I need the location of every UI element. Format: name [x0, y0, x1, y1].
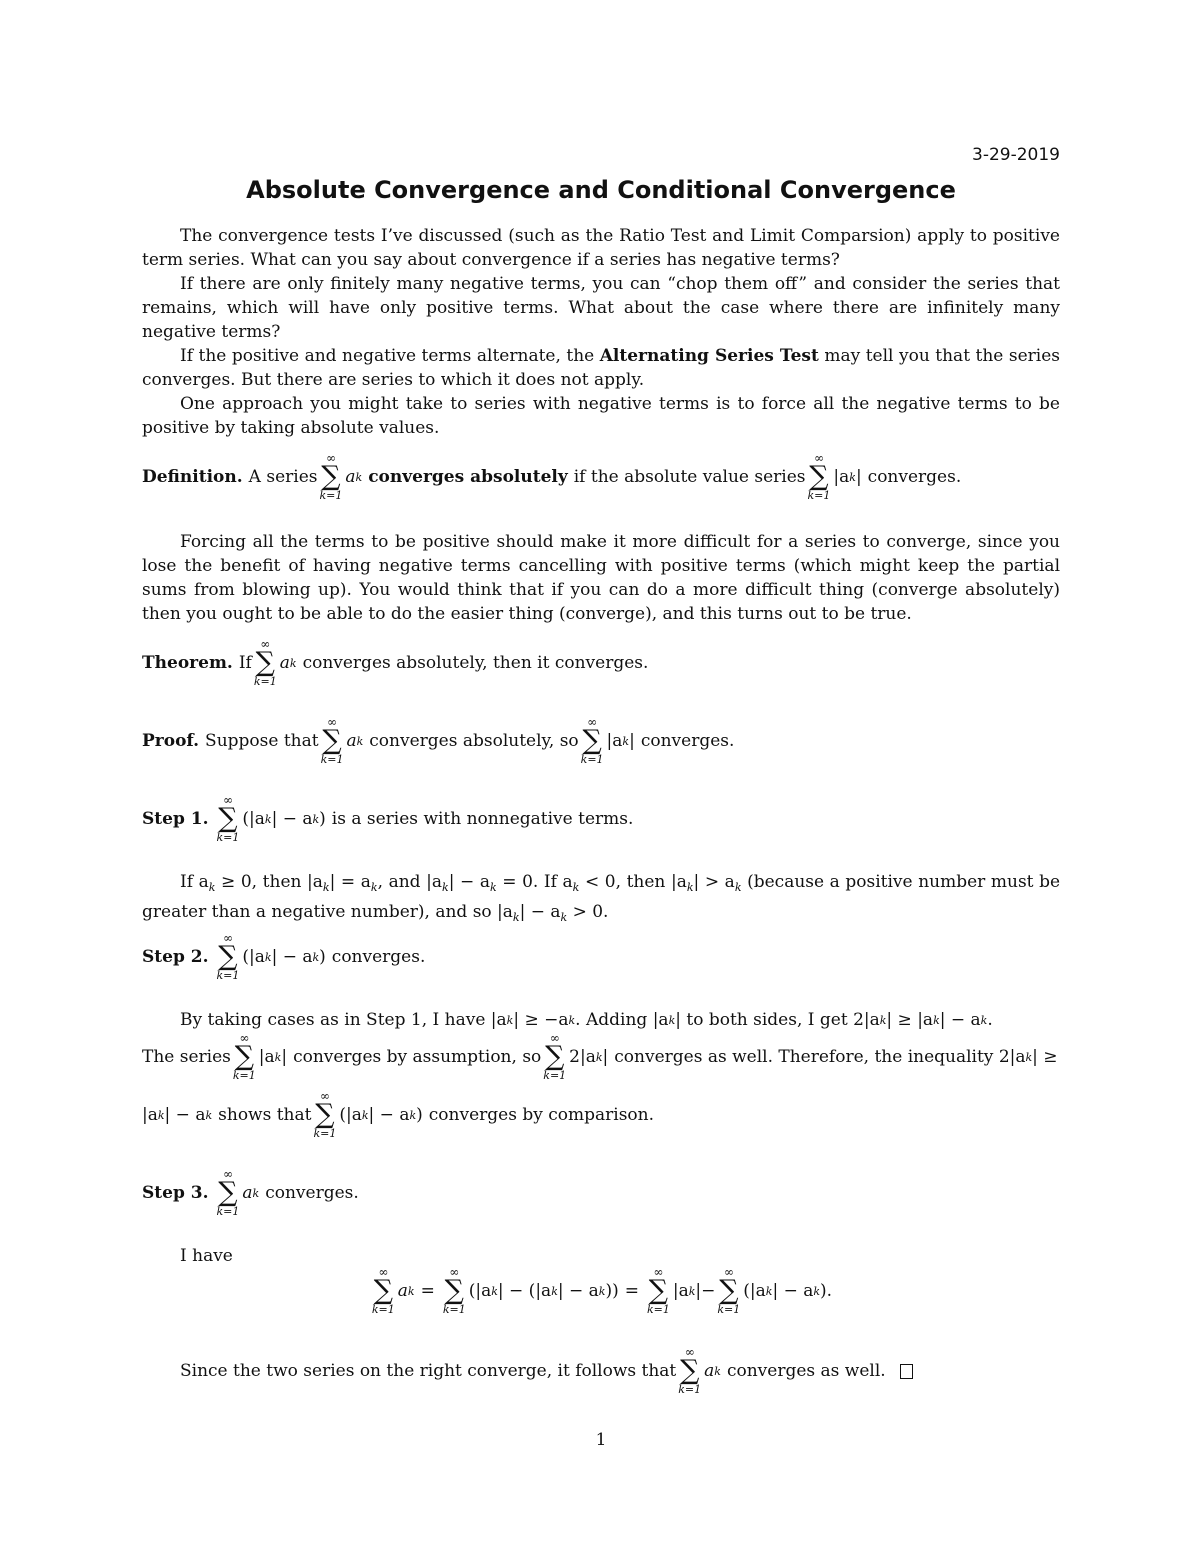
sigma-symbol: ∞ ∑ k=1	[313, 1089, 337, 1140]
step-1-body: If $a_k \ge 0$, then $|a_k| = a_k$, and $|a_k| - a_k = 0$. If $a_k < 0$, then $|a_k| > a_k$ (because a positive number must be greater than a negative number), and so $|a_k| - a_k > 0$.	[142, 872, 1061, 924]
step-2-line-1: By taking cases as in Step 1, I have |a k | ≥ −a k . Adding |a k | to both sides, I get 2|a k | ≥ |a k | − a k .	[180, 1010, 993, 1030]
intro-section	[142, 224, 1060, 440]
sigma-symbol: ∞ ∑ k=1	[216, 793, 240, 844]
step-2-heading: Step 2. ∞ ∑ k=1 (|a k | − a k ) converges.	[142, 931, 426, 982]
discussion-paragraph: Forcing all the terms to be positive should make it more difficult for a series to converge, since you lose the benefit of having negative terms cancelling with positive terms (which might keep the partial sums from blowing up). You would think that if you can do a more difficult thing (converge absolutely) then you ought to be able to do the easier thing (converge), and this turns out to be true.	[142, 532, 1060, 624]
sigma-symbol: ∞ ∑ k=1	[646, 1265, 670, 1316]
step-2-label: Step 2.	[142, 947, 209, 967]
sigma-symbol: ∞ ∑ k=1	[253, 637, 277, 688]
step-3-intro: I have	[180, 1246, 233, 1266]
converges-absolutely-term: converges absolutely	[368, 467, 568, 487]
sigma-symbol: ∞ ∑ k=1	[807, 451, 831, 502]
sigma-symbol: ∞ ∑ k=1	[232, 1031, 256, 1082]
qed-square-icon	[900, 1364, 913, 1379]
sigma-symbol: ∞ ∑ k=1	[580, 715, 604, 766]
intro-paragraph-3: If the positive and negative terms alternate, the Alternating Series Test may tell you that the series converges. But there are series to which it does not apply.	[142, 346, 1061, 390]
definition-label: Definition.	[142, 467, 243, 487]
sigma-symbol: ∞ ∑ k=1	[678, 1345, 702, 1396]
step-3-conclusion: Since the two series on the right converge, it follows that ∞ ∑ k=1 a k converges as well.	[142, 1346, 1060, 1396]
theorem-label: Theorem.	[142, 653, 233, 673]
sigma-symbol: ∞ ∑ k=1	[319, 451, 343, 502]
proof-block: Proof. Suppose that ∞ ∑ k=1 a k converges absolutely, so ∞ ∑ k=1 |a k | converges.	[142, 715, 735, 766]
intro-paragraph-2: If there are only finitely many negative terms, you can “chop them off” and consider the series that remains, which will have only positive terms. What about the case where there are infinitely many negative terms?	[142, 274, 1060, 342]
step-2-line-2: The series ∞ ∑ k=1 |a k | converges by assumption, so ∞ ∑ k=1 2|a k | converges as well. Therefore, the inequality 2|a k | ≥	[142, 1031, 1058, 1082]
page-number: 1	[595, 1430, 607, 1450]
document-date: 3-29-2019	[972, 145, 1060, 165]
sigma-symbol: ∞ ∑ k=1	[216, 1167, 240, 1218]
definition-block: Definition. A series ∞ ∑ k=1 a k converges absolutely if the absolute value series ∞ ∑ k=1 |a k | converges.	[142, 451, 962, 502]
sigma-symbol: ∞ ∑ k=1	[371, 1265, 395, 1316]
step-1-heading: Step 1. ∞ ∑ k=1 (|a k | − a k ) is a series with nonnegative terms.	[142, 793, 634, 844]
intro-paragraph-1: The convergence tests I’ve discussed (such as the Ratio Test and Limit Comparsion) apply to positive term series. What can you say about convergence if a series has negative terms?	[142, 226, 1060, 270]
sigma-symbol: ∞ ∑ k=1	[442, 1265, 466, 1316]
step-3-heading: Step 3. ∞ ∑ k=1 a k converges.	[142, 1167, 359, 1218]
step-2-line-3: |a k | − a k shows that ∞ ∑ k=1 (|a k | − a k ) converges by comparison.	[142, 1089, 655, 1140]
sigma-symbol: ∞ ∑ k=1	[216, 931, 240, 982]
step-3-label: Step 3.	[142, 1183, 209, 1203]
sigma-symbol: ∞ ∑ k=1	[717, 1265, 741, 1316]
theorem-block: Theorem. If ∞ ∑ k=1 a k converges absolutely, then it converges.	[142, 637, 649, 688]
intro-paragraph-4: One approach you might take to series with negative terms is to force all the negative terms to be positive by taking absolute values.	[142, 394, 1060, 438]
alternating-series-test-term: Alternating Series Test	[599, 346, 819, 366]
proof-label: Proof.	[142, 731, 200, 751]
discussion-section	[142, 530, 1060, 626]
page-title: Absolute Convergence and Conditional Convergence	[246, 176, 956, 204]
document-page	[142, 0, 1060, 1553]
sigma-symbol: ∞ ∑ k=1	[543, 1031, 567, 1082]
step-1-label: Step 1.	[142, 809, 209, 829]
step-3-equation: ∞ ∑ k=1 a k = ∞ ∑ k=1 (|a k | − (|a k | − a k )) = ∞ ∑ k=1 |a k | − ∞ ∑ k=1 (|a k | − a k ).	[371, 1265, 833, 1316]
sigma-symbol: ∞ ∑ k=1	[320, 715, 344, 766]
